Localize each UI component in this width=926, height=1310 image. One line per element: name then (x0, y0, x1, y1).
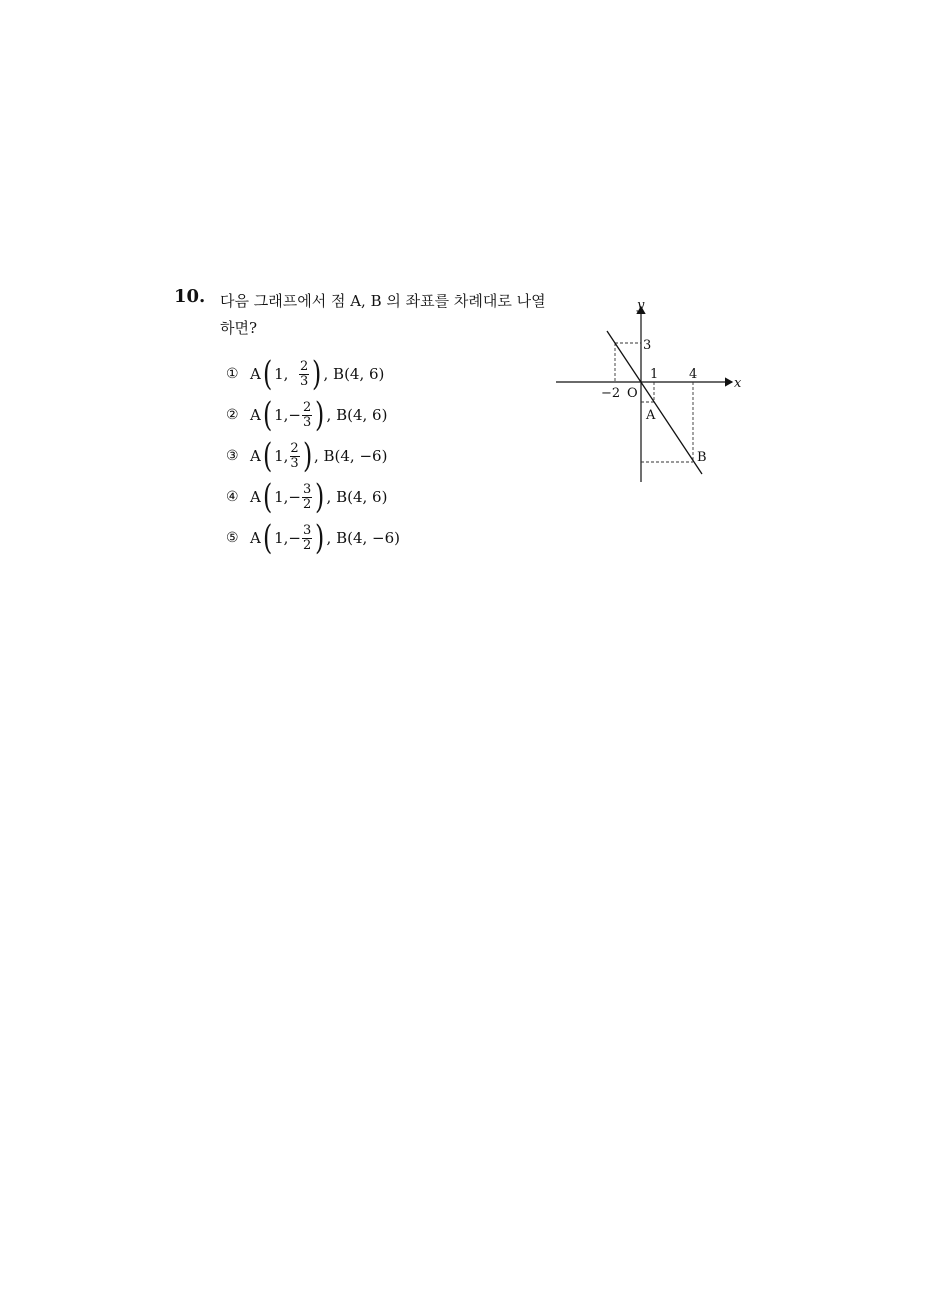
left-paren: ( (262, 477, 273, 517)
choice-1[interactable] (226, 356, 384, 392)
tick-label-neg2: −2 (601, 386, 621, 401)
x-value: 1, (274, 406, 289, 424)
choice-5[interactable] (226, 520, 400, 556)
left-paren: ( (262, 436, 273, 476)
left-paren: ( (262, 518, 273, 558)
choice-mark: ④ (226, 489, 239, 505)
fraction (302, 483, 312, 512)
point-a-label: A (250, 488, 261, 506)
choice-4[interactable] (226, 479, 387, 515)
x-axis-label: x (734, 376, 742, 391)
question-number: 10. (174, 286, 206, 307)
choice-2[interactable] (226, 397, 387, 433)
x-value: 1, (274, 447, 289, 465)
right-paren: ) (312, 354, 322, 394)
fraction-numerator: 2 (290, 440, 299, 456)
point-a-label: A (250, 365, 261, 383)
fraction-numerator: 3 (303, 522, 312, 538)
question-text: 다음 그래프에서 점 A, B 의 좌표를 차례대로 나열하면? (220, 292, 546, 337)
origin-label: O (627, 386, 638, 401)
fraction-denominator: 2 (303, 496, 312, 512)
fraction-denominator: 3 (303, 414, 312, 430)
neg-sign: − (288, 488, 301, 506)
fraction (302, 524, 312, 553)
point-a-label: A (646, 408, 656, 423)
fraction-denominator: 2 (303, 537, 312, 553)
tick-label-4: 4 (689, 367, 698, 382)
point-b-label: B (697, 450, 707, 465)
point-a-label: A (250, 406, 261, 424)
left-paren: ( (262, 395, 273, 435)
choice-mark: ② (226, 407, 239, 423)
choice-mark: ⑤ (226, 530, 239, 546)
right-paren: ) (315, 395, 325, 435)
fraction (302, 401, 312, 430)
coordinate-graph (550, 295, 750, 485)
graph-line (607, 331, 702, 474)
choice-mark: ③ (226, 448, 239, 464)
right-paren: ) (302, 436, 312, 476)
point-b-text: , B(4, 6) (326, 406, 388, 424)
coord-inner (274, 401, 313, 430)
fraction-numerator: 2 (299, 358, 309, 374)
point-b-text: , B(4, 6) (323, 365, 385, 383)
tick-label-3: 3 (643, 338, 652, 353)
point-b-text: , B(4, −6) (326, 529, 401, 547)
point-b-text: , B(4, 6) (326, 488, 388, 506)
fraction (299, 360, 309, 389)
left-paren: ( (262, 354, 273, 394)
right-paren: ) (315, 518, 325, 558)
fraction-numerator: 3 (303, 481, 312, 497)
x-value: 1, (274, 529, 289, 547)
x-value: 1, (274, 365, 289, 383)
coord-inner (274, 360, 310, 389)
y-axis-label: y (637, 298, 645, 313)
tick-label-1: 1 (650, 367, 659, 382)
choice-3[interactable] (226, 438, 387, 474)
right-paren: ) (315, 477, 325, 517)
x-value: 1, (274, 488, 289, 506)
coord-inner (274, 483, 313, 512)
fraction-denominator: 3 (290, 455, 299, 471)
choice-mark: ① (226, 366, 239, 382)
coord-inner (274, 442, 301, 471)
point-b-text: , B(4, −6) (313, 447, 388, 465)
point-a-label: A (250, 447, 261, 465)
neg-sign: − (288, 406, 301, 424)
neg-sign: − (288, 529, 301, 547)
fraction (289, 442, 299, 471)
point-a-label: A (250, 529, 261, 547)
fraction-numerator: 2 (303, 399, 312, 415)
coord-inner (274, 524, 313, 553)
fraction-denominator: 3 (299, 373, 309, 389)
